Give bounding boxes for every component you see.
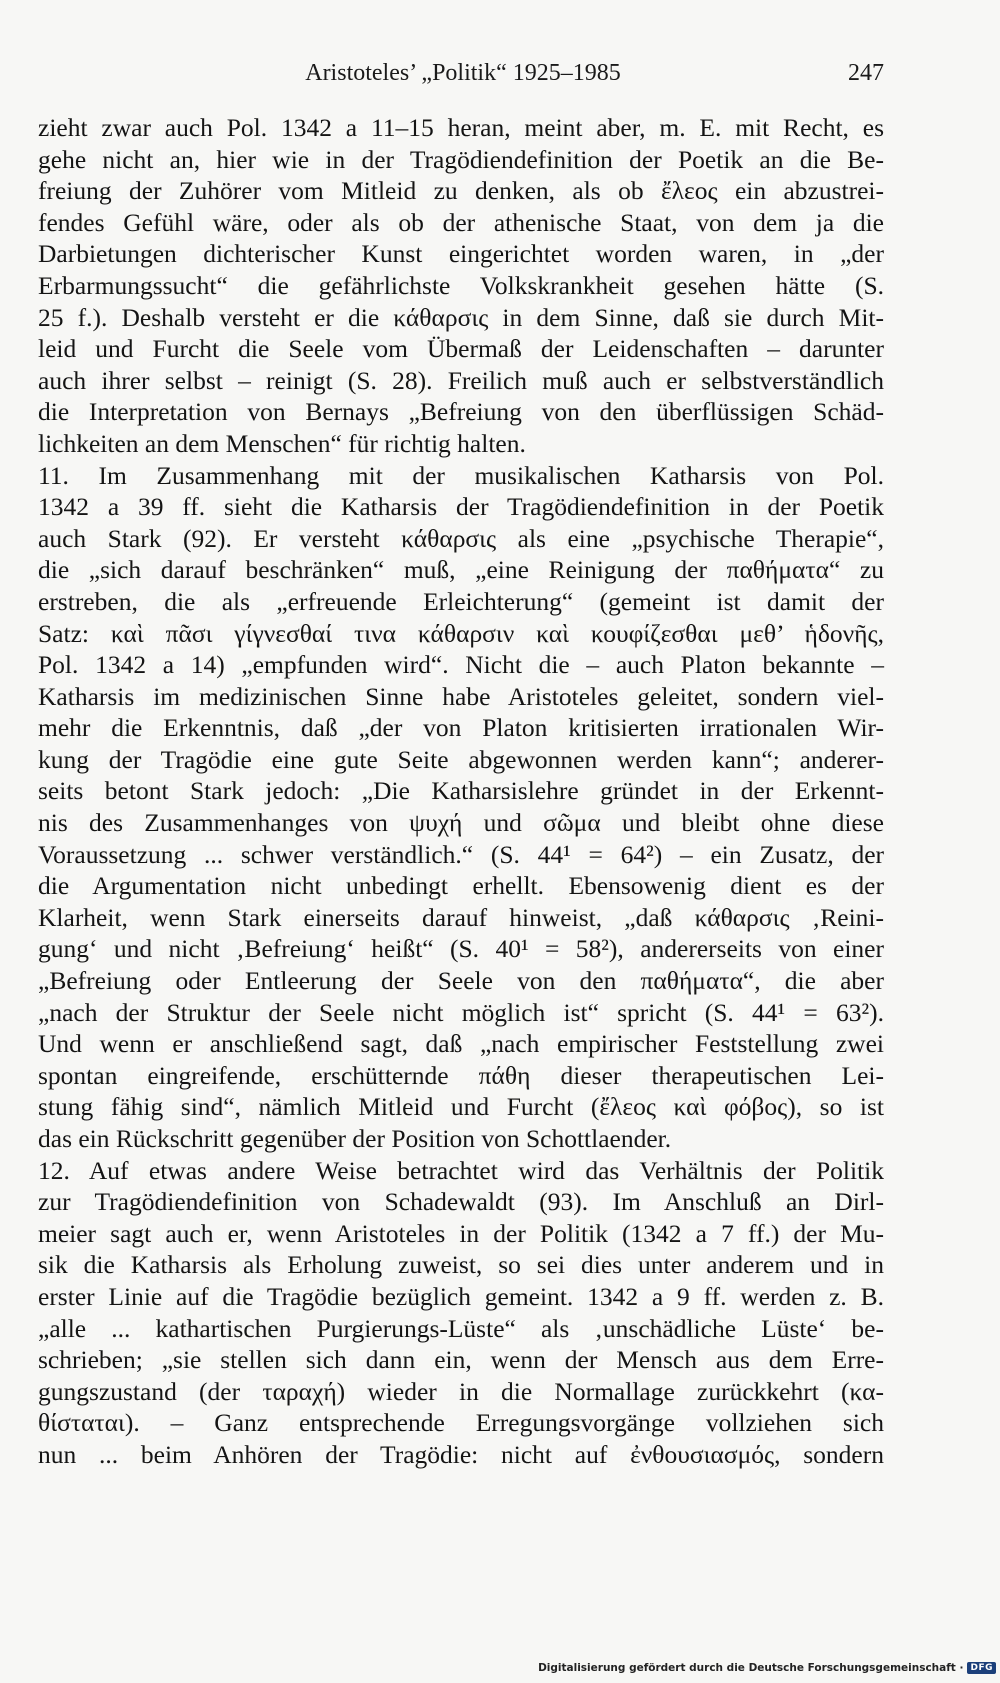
text-line: Erbarmungssucht“ die gefährlichste Volkskrankheit gesehen hätte (S.: [38, 270, 884, 300]
text-line: Katharsis im medizinischen Sinne habe Aristoteles geleitet, sondern viel-: [38, 681, 884, 711]
running-title: Aristoteles’ „Politik“ 1925–1985: [305, 60, 621, 86]
text-line: nun ... beim Anhören der Tragödie: nicht auf ἐνθουσιασμός, sondern: [38, 1439, 884, 1469]
page-header: [42, 60, 884, 94]
digitization-credit: [538, 1659, 996, 1677]
text-line: seits betont Stark jedoch: „Die Katharsislehre gründet in der Erkennt-: [38, 776, 884, 806]
text-line: die Argumentation nicht unbedingt erhellt. Ebensowenig dient es der: [38, 871, 884, 901]
text-line: gungszustand (der ταραχή) wieder in die Normallage zurückkehrt (κα-: [38, 1376, 884, 1406]
text-line: „Befreiung oder Entleerung der Seele von den παθήματα“, die aber: [38, 966, 884, 996]
text-line: Satz: καὶ πᾶσι γίγνεσθαί τινα κάθαρσιν καὶ κουφίζεσθαι μεθ’ ἡδονῆς,: [38, 618, 884, 648]
text-line: mehr die Erkenntnis, daß „der von Platon kritisierten irrationalen Wir-: [38, 713, 884, 743]
text-line: meier sagt auch er, wenn Aristoteles in der Politik (1342 a 7 ff.) der Mu-: [38, 1218, 884, 1248]
text-line: 25 f.). Deshalb versteht er die κάθαρσις in dem Sinne, daß sie durch Mit-: [38, 302, 884, 332]
text-line: 1342 a 39 ff. sieht die Katharsis der Tragödiendefinition in der Poetik: [38, 492, 884, 522]
text-line: Darbietungen dichterischer Kunst eingerichtet worden waren, in „der: [38, 239, 884, 269]
text-line: sik die Katharsis als Erholung zuweist, so sei dies unter anderem und in: [38, 1250, 884, 1280]
text-line: Voraussetzung ... schwer verständlich.“ (S. 44¹ = 64²) – ein Zusatz, der: [38, 839, 884, 869]
text-line: kung der Tragödie eine gute Seite abgewonnen werden kann“; anderer-: [38, 744, 884, 774]
text-line: schrieben; „sie stellen sich dann ein, wenn der Mensch aus dem Erre-: [38, 1345, 884, 1375]
text-line: leid und Furcht die Seele vom Übermaß der Leidenschaften – darunter: [38, 334, 884, 364]
text-line: 12. Auf etwas andere Weise betrachtet wird das Verhältnis der Politik: [38, 1155, 884, 1185]
text-line: θίσταται). – Ganz entsprechende Erregungsvorgänge vollziehen sich: [38, 1408, 884, 1438]
text-line: zieht zwar auch Pol. 1342 a 11–15 heran, meint aber, m. E. mit Recht, es: [38, 113, 884, 142]
text-line: lichkeiten an dem Menschen“ für richtig halten.: [38, 428, 526, 458]
text-line: Und wenn er anschließend sagt, daß „nach empirischer Feststellung zwei: [38, 1029, 884, 1059]
text-line: 11. Im Zusammenhang mit der musikalischen Katharsis von Pol.: [38, 460, 884, 490]
text-line: „alle ... kathartischen Purgierungs-Lüste“ als ‚unschädliche Lüste‘ be-: [38, 1313, 884, 1343]
text-line: auch Stark (92). Er versteht κάθαρσις als eine „psychische Therapie“,: [38, 523, 884, 553]
page-number: 247: [848, 60, 884, 86]
text-line: Pol. 1342 a 14) „empfunden wird“. Nicht die – auch Platon bekannte –: [38, 650, 884, 680]
text-line: Klarheit, wenn Stark einerseits darauf hinweist, „daß κάθαρσις ‚Reini-: [38, 902, 884, 932]
text-line: stung fähig sind“, nämlich Mitleid und Furcht (ἔλεος καὶ φόβος), so ist: [38, 1092, 884, 1122]
text-line: spontan eingreifende, erschütternde πάθη dieser therapeutischen Lei-: [38, 1060, 884, 1090]
dfg-logo-icon: DFG: [967, 1662, 996, 1674]
credit-text: Digitalisierung gefördert durch die Deutsche Forschungsgemeinschaft ·: [538, 1662, 964, 1674]
text-line: die „sich darauf beschränken“ muß, „eine Reinigung der παθήματα“ zu: [38, 555, 884, 585]
text-line: gung‘ und nicht ‚Befreiung‘ heißt“ (S. 40¹ = 58²), andererseits von einer: [38, 934, 884, 964]
text-line: die Interpretation von Bernays „Befreiung von den überflüssigen Schäd-: [38, 397, 884, 427]
text-line: das ein Rückschritt gegenüber der Position von Schottlaender.: [38, 1124, 672, 1153]
text-line: fendes Gefühl wäre, oder als ob der athenische Staat, von dem ja die: [38, 207, 884, 237]
text-line: „nach der Struktur der Seele nicht möglich ist“ spricht (S. 44¹ = 63²).: [38, 997, 884, 1027]
text-line: nis des Zusammenhanges von ψυχή und σῶμα und bleibt ohne diese: [38, 808, 884, 838]
text-line: gehe nicht an, hier wie in der Tragödiendefinition der Poetik an die Be-: [38, 144, 884, 174]
text-line: zur Tragödiendefinition von Schadewaldt (93). Im Anschluß an Dirl-: [38, 1187, 884, 1217]
text-line: freiung der Zuhörer vom Mitleid zu denken, als ob ἔλεος ein abzustrei-: [38, 176, 884, 206]
text-line: erstreben, die als „erfreuende Erleichterung“ (gemeint ist damit der: [38, 586, 884, 616]
body-text: [38, 112, 884, 1471]
text-line: auch ihrer selbst – reinigt (S. 28). Freilich muß auch er selbstverständlich: [38, 365, 884, 395]
text-line: erster Linie auf die Tragödie bezüglich gemeint. 1342 a 9 ff. werden z. B.: [38, 1281, 884, 1311]
